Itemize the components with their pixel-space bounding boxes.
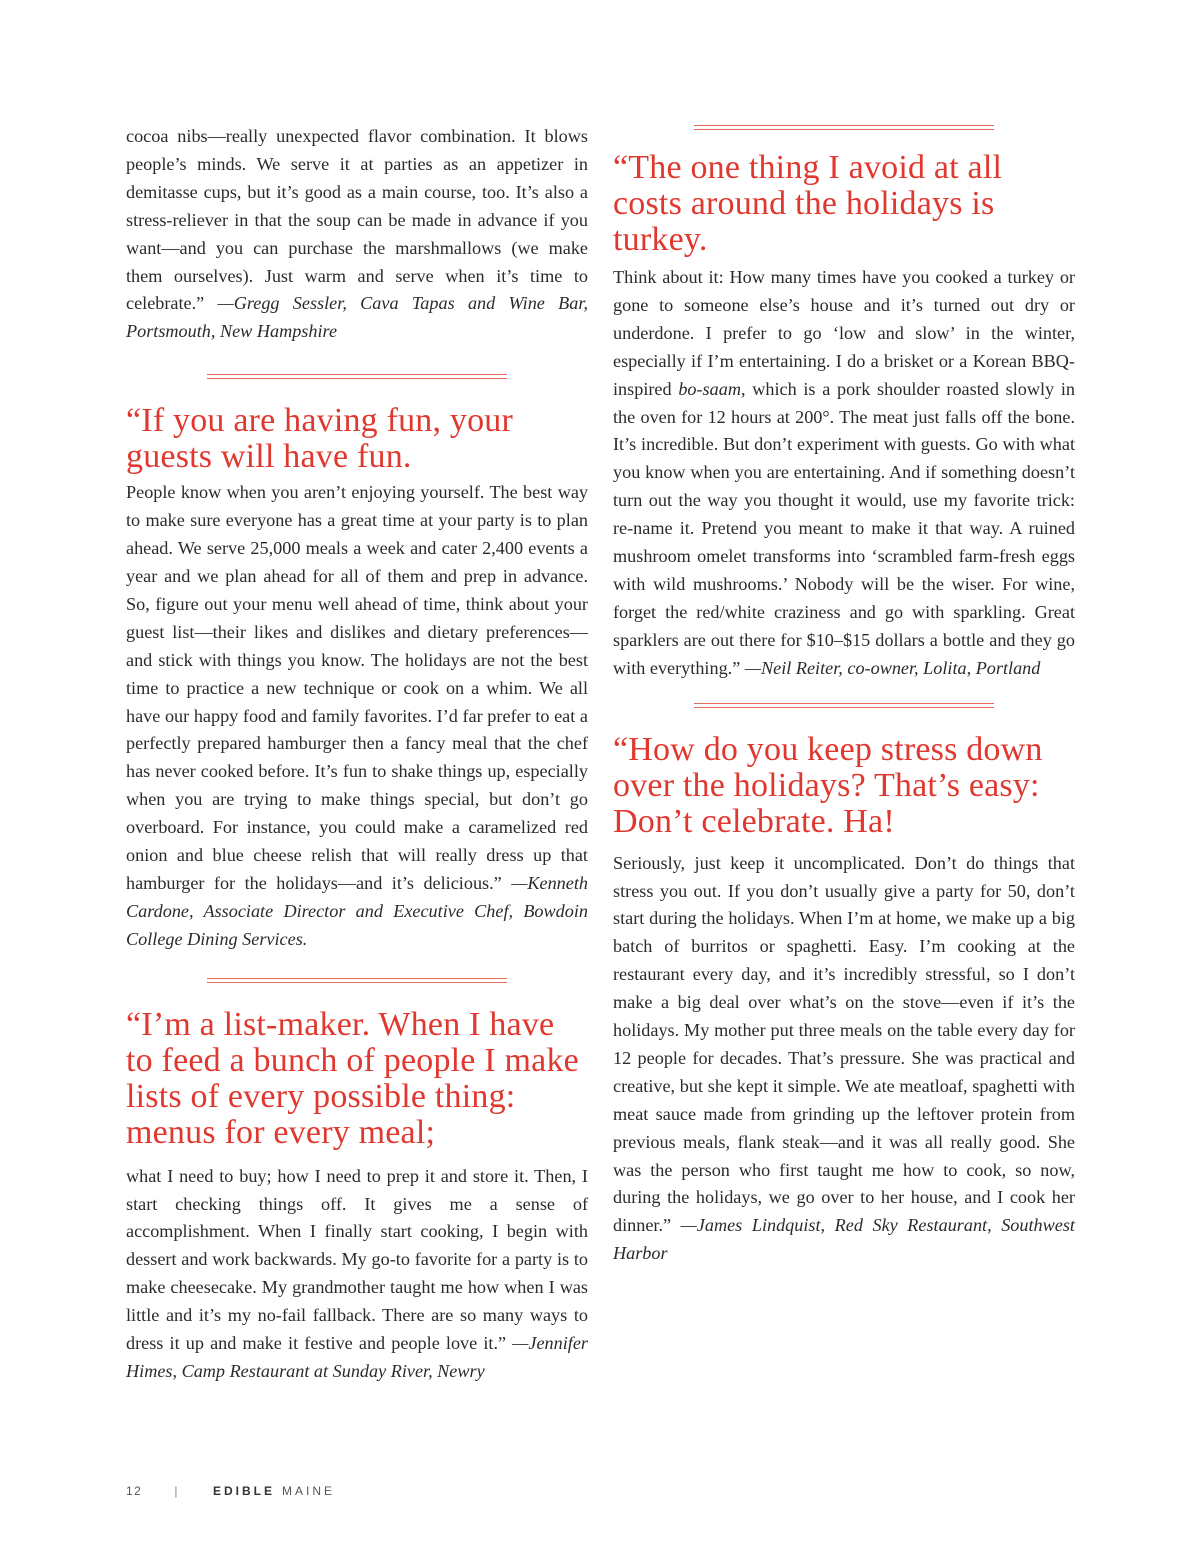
attribution-cardone: —Kenneth Cardone, Associate Director and Executive Chef, Bowdoin College Dining Services.: [126, 872, 588, 949]
page-number: 12: [126, 1484, 143, 1498]
quote-paragraph: Seriously, just keep it uncomplicated. Don’t do things that stress you out. If you don’t usually give a party for 50, don’t start during the holidays. When I’m at home, we make up a big batch of burritos or spaghetti. Easy. I’m cooking at the restaurant every day, and it’s incredibly stressful, so I don’t make a big deal over what’s on the stove—even if it’s the holidays. My mother put three meals on the table every day for 12 people for decades. That’s pressure. She was practical and creative, but she kept it simple. We ate meatloaf, spaghetti with meat sauce made from grinding up the leftover protein from previous meals, flank steak—and it was all really good. She was the person who first taught me how to cook, so now, during the holidays, we go over to her house, and I cook her dinner.” —James Lindquist, Red Sky Restaurant, Southwest Harbor: [613, 852, 1075, 1264]
page-footer: [126, 1484, 335, 1498]
section-divider: [694, 703, 994, 708]
right-column: [613, 121, 1075, 1268]
pull-quote-headline: “The one thing I avoid at all costs around the holidays is turkey.: [613, 149, 1003, 258]
left-column: [126, 121, 588, 1386]
quote-paragraph: what I need to buy; how I need to prep it and store it. Then, I start checking things off. It gives me a sense of accomplishment. When I finally start cooking, I begin with dessert and work backwards. My go-to favorite for a party is to make cheesecake. My grandmother taught me how when I was little and it’s my no-fail fallback. There are so many ways to dress it up and make it festive and people love it.” —Jennifer Himes, Camp Restaurant at Sunday River, Newry: [126, 1165, 588, 1381]
attribution-lindquist: —James Lindquist, Red Sky Restaurant, Southwest Harbor: [613, 1215, 1075, 1264]
quote-section-turkey: [613, 150, 1075, 683]
dish-name: bo-saam: [678, 378, 741, 399]
pull-quote-headline: “If you are having fun, your guests will have fun.: [126, 402, 514, 476]
quote-section-stress: [613, 732, 1075, 1269]
quote-paragraph: People know when you aren’t enjoying yourself. The best way to make sure everyone has a great time at your party is to plan ahead. We serve 25,000 meals a week and cater 2,400 events a year and we plan ahead for all of them and prep in advance. So, figure out your menu well ahead of time, think about your guest list—their likes and dislikes and dietary preferences—and stick with things you know. The holidays are not the best time to practice a new technique or cook on a whim. We all have our happy food and family favorites. I’d far prefer to eat a perfectly prepared hamburger then a fancy meal that the chef has never cooked before. It’s fun to shake things up, especially when you are trying to make things special, but don’t go overboard. For instance, you could make a caramelized red onion and blue cheese relish that will really dress up that hamburger for the holidays—and it’s delicious.” —Kenneth Cardone, Associate Director and Executive Chef, Bowdoin College Dining Services.: [126, 482, 588, 949]
intro-paragraph: cocoa nibs—really unexpected flavor combination. It blows people’s minds. We serve it at parties as an appetizer in demitasse cups, but it’s good as a main course, too. It’s also a stress-reliever in that the soup can be made in advance if you want—and you can purchase the marshmallows (we make them ourselves). Just warm and serve when it’s time to celebrate.” —Gregg Sessler, Cava Tapas and Wine Bar, Portsmouth, New Hampshire: [126, 126, 588, 342]
pull-quote-headline: “How do you keep stress down over the holidays? That’s easy: Don’t celebrate. Ha!: [613, 730, 1043, 840]
publication-name-light: MAINE: [282, 1484, 336, 1498]
quote-paragraph: Think about it: How many times have you cooked a turkey or gone to someone else’s house and it’s turned out dry or underdone. I prefer to go ‘low and slow’ in the winter, especially if I’m entertaining. I do a brisket or a Korean BBQ-inspired bo-saam, which is a pork shoulder roasted slowly in the oven for 12 hours at 200°. The meat just falls off the bone. It’s incredible. But don’t experiment with guests. Go with what you know when you are entertaining. And if something doesn’t turn out the way you thought it would, use my favorite trick: re-name it. Pretend you meant to make it that way. A ruined mushroom omelet transforms into ‘scrambled farm-fresh eggs with wild mushrooms.’ Nobody will be the wiser. For wine, forget the red/white craziness and go with sparkling. Great sparklers are out there for $10–$15 dollars a bottle and they go with everything.” —Neil Reiter, co-owner, Lolita, Portland: [613, 267, 1075, 678]
quote-section-list: [126, 1007, 588, 1386]
section-divider: [207, 374, 507, 379]
publication-name-bold: EDIBLE: [212, 1484, 275, 1498]
section-divider: [694, 125, 994, 130]
attribution-reiter: —Neil Reiter, co-owner, Lolita, Portland: [744, 657, 1041, 678]
pull-quote-headline: “I’m a list-maker. When I have to feed a bunch of people I make lists of every possible thing: menus for every meal;: [126, 1005, 579, 1151]
attribution-himes: —Jennifer Himes, Camp Restaurant at Sunday River, Newry: [126, 1333, 588, 1381]
attribution-sessler: —Gregg Sessler, Cava Tapas and Wine Bar, Portsmouth, New Hampshire: [126, 293, 588, 342]
footer-separator: |: [174, 1484, 179, 1498]
quote-section-fun: [126, 403, 588, 953]
section-divider: [207, 978, 507, 983]
